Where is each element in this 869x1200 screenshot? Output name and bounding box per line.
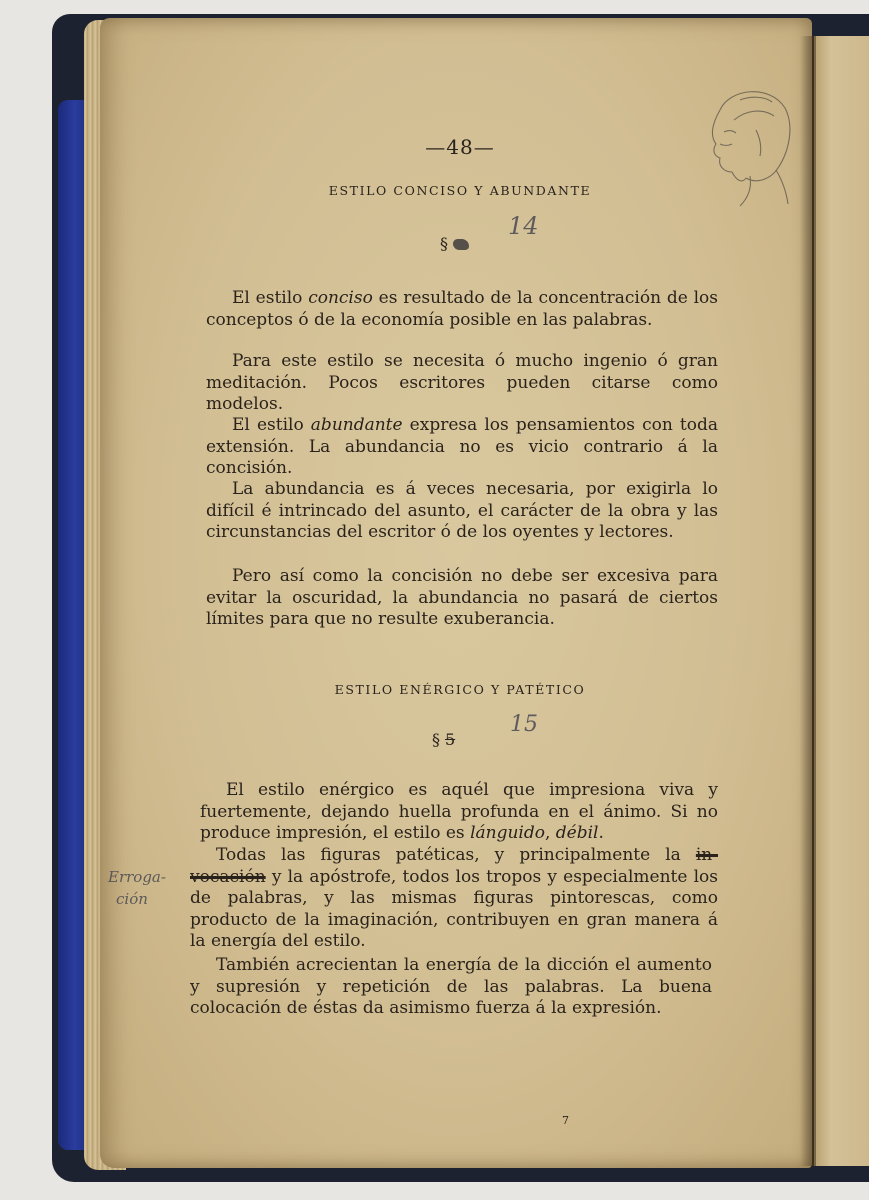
paragraph: Pero así como la concisión no debe ser excesiva para evitar la oscuridad, la abundancia no pasará de ciertos límites para que no resulte exuberancia. — [206, 566, 718, 629]
italic-term: abundante — [310, 415, 403, 435]
struck-word: in- — [695, 845, 718, 865]
paragraph: El estilo enérgico es aquél que impresiona viva y fuertemente, dejando huella profunda en el ánimo. Si no produce impresión, el estilo es lánguido, débil. — [200, 780, 718, 843]
paragraph: Todas las figuras patéticas, y principalmente la in- vocación y la apóstrofe, todos los tropos y especialmente los de palabras, y las mismas figuras pintorescas, como producto de la imaginación, contribuyen en gran manera á la energía del estilo. — [190, 845, 718, 951]
struck-word: vocación — [190, 866, 266, 887]
ink-blot — [453, 239, 469, 250]
italic-term: lánguido — [470, 823, 545, 843]
handwritten-number: 14 — [508, 212, 539, 240]
section-mark-15 — [432, 730, 492, 749]
section-symbol: § — [432, 730, 440, 749]
struck-number: 5 — [445, 730, 456, 749]
margin-note — [108, 866, 166, 910]
italic-term: conciso — [308, 288, 373, 308]
paragraph: El estilo abundante expresa los pensamientos con toda extensión. La abundancia no es vicio contrario á la concisión. — [206, 415, 718, 478]
paragraph: El estilo conciso es resultado de la concentración de los conceptos ó de la economía posible en las palabras. — [206, 288, 718, 330]
margin-note-line: Erroga- — [108, 868, 166, 886]
paragraph: La abundancia es á veces necesaria, por exigirla lo difícil é intrincado del asunto, el carácter de la obra y las circunstancias del escritor ó de los oyentes y lectores. — [206, 479, 718, 542]
section-symbol: § — [440, 234, 448, 253]
handwritten-number: 15 — [510, 712, 538, 737]
page-number: —48— — [425, 135, 495, 159]
italic-term: débil — [555, 823, 599, 843]
section-heading-energico: ESTILO ENÉRGICO Y PATÉTICO — [334, 682, 586, 697]
paragraph: Para este estilo se necesita ó mucho ingenio ó gran meditación. Pocos escritores pueden citarse como modelos. — [206, 351, 718, 414]
footer-mark: 7 — [562, 1114, 569, 1127]
margin-note-line: ción — [116, 890, 148, 908]
section-mark-14 — [440, 234, 500, 253]
paragraph: También acrecientan la energía de la dicción el aumento y supresión y repetición de las palabras. La buena colocación de éstas da asimismo fuerza á la expresión. — [190, 955, 712, 1018]
section-heading-conciso: ESTILO CONCISO Y ABUNDANTE — [328, 183, 592, 198]
